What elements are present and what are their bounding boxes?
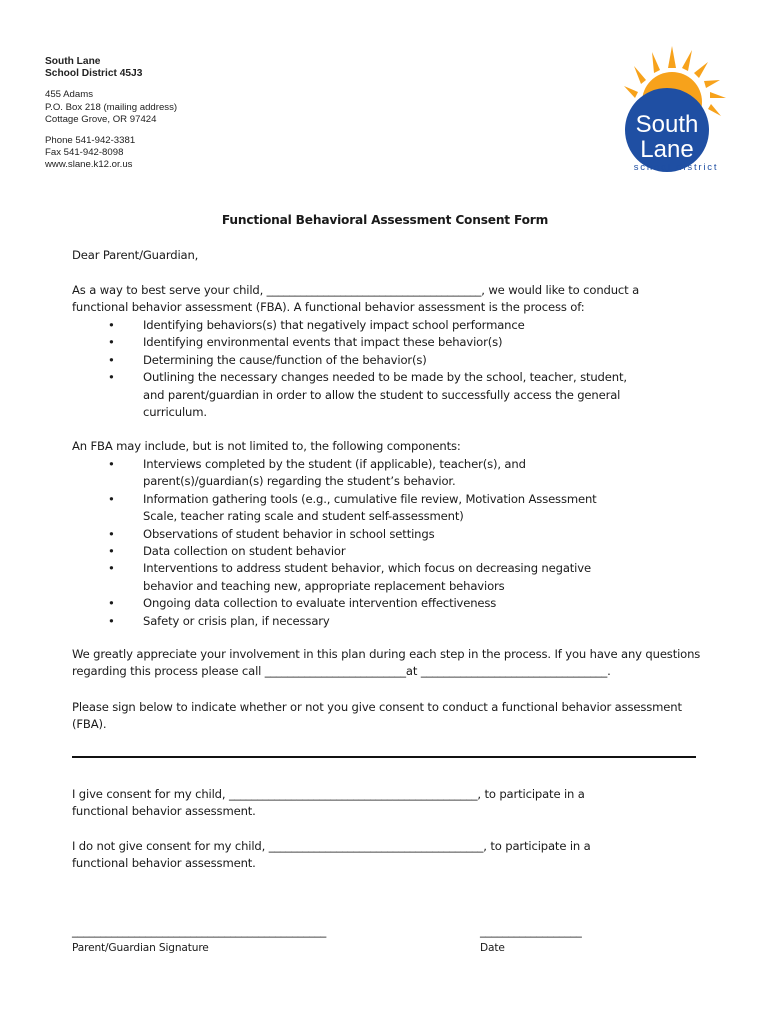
- intro-paragraph: [72, 282, 712, 317]
- component-bullet-item: [72, 595, 597, 612]
- component-bullet-item: [72, 456, 597, 491]
- bullet-icon: •: [108, 491, 115, 506]
- district-logo: [600, 40, 735, 180]
- intro-line2: functional behavior assessment (FBA). A functional behavior assessment is the process of:: [72, 300, 585, 315]
- date-field[interactable]: [480, 923, 582, 958]
- bullet-text-line: Scale, teacher rating scale and student self-assessment): [143, 509, 464, 524]
- bullet-icon: •: [108, 613, 115, 628]
- bullet-text-line: Information gathering tools (e.g., cumulative file review, Motivation Assessment: [143, 491, 597, 506]
- signature-blank[interactable]: _____________________________________________: [72, 924, 327, 938]
- process-bullet-item: [72, 317, 627, 334]
- logo-word-lane: Lane: [640, 136, 694, 163]
- signature-field[interactable]: [72, 923, 326, 958]
- bullet-icon: •: [108, 352, 115, 367]
- component-bullet-item: [72, 560, 597, 595]
- bullet-icon: •: [108, 335, 115, 350]
- consent-denied-statement[interactable]: [72, 838, 712, 873]
- bullet-text-line: Interviews completed by the student (if applicable), teacher(s), and: [143, 457, 526, 471]
- bullet-text-line: curriculum.: [143, 405, 207, 420]
- consent-denied-line2: functional behavior assessment.: [72, 856, 256, 871]
- bullet-icon: •: [108, 544, 115, 559]
- bullet-text-line: parent(s)/guardian(s) regarding the student’s behavior.: [143, 474, 456, 489]
- org-name-line1: South Lane: [45, 56, 101, 67]
- sign-instruction-paragraph: [72, 699, 712, 734]
- bullet-text-line: Identifying behaviors(s) that negatively impact school performance: [143, 318, 525, 332]
- section-divider: [72, 756, 696, 758]
- address-line3: Cottage Grove, OR 97424: [45, 113, 157, 125]
- bullet-text-line: Outlining the necessary changes needed to be made by the school, teacher, student,: [143, 370, 627, 385]
- component-bullet-item: [72, 543, 597, 560]
- fax-number: Fax 541-942-8098: [45, 147, 124, 159]
- intro-line1: As a way to best serve your child, ______________________________________, we would like to conduct a: [72, 283, 640, 297]
- bullet-icon: •: [108, 596, 115, 611]
- date-label: Date: [480, 942, 505, 955]
- letterhead: [45, 56, 177, 172]
- bullet-text-line: Observations of student behavior in school settings: [143, 526, 435, 541]
- bullet-text-line: and parent/guardian in order to allow the student to successfully access the general: [143, 387, 621, 402]
- bullet-icon: •: [108, 561, 115, 576]
- appreciation-line1: We greatly appreciate your involvement in this plan during each step in the process. If you have any questions: [72, 647, 701, 661]
- phone-number: Phone 541-942-3381: [45, 135, 136, 147]
- address-line2: P.O. Box 218 (mailing address): [45, 101, 178, 113]
- address-line1: 455 Adams: [45, 89, 94, 101]
- bullet-text-line: Identifying environmental events that impact these behavior(s): [143, 335, 503, 350]
- signature-label: Parent/Guardian Signature: [72, 942, 209, 955]
- consent-denied-line1: I do not give consent for my child, ______________________________________, to participate in a: [72, 839, 591, 853]
- website: www.slane.k12.or.us: [45, 159, 133, 171]
- sign-instruction-line1: Please sign below to indicate whether or not you give consent to conduct a functional behavior assessment: [72, 700, 682, 714]
- process-bullet-item: [72, 352, 627, 369]
- component-bullet-item: [72, 613, 597, 630]
- appreciation-paragraph: [72, 646, 712, 681]
- bullet-text-line: Safety or crisis plan, if necessary: [143, 613, 330, 628]
- sign-instruction-line2: (FBA).: [72, 717, 107, 732]
- logo-tagline: school district: [633, 162, 719, 173]
- appreciation-line2: regarding this process please call _________________________at _________________________________.: [72, 664, 611, 679]
- logo-word-south: South: [635, 111, 699, 138]
- bullet-icon: •: [108, 318, 115, 332]
- bullet-icon: •: [108, 526, 115, 541]
- bullet-text-line: Ongoing data collection to evaluate intervention effectiveness: [143, 596, 497, 611]
- form-title: Functional Behavioral Assessment Consent Form: [221, 213, 549, 227]
- consent-given-statement[interactable]: [72, 786, 712, 821]
- bullet-text-line: behavior and teaching new, appropriate replacement behaviors: [143, 578, 505, 593]
- bullet-icon: •: [108, 457, 115, 471]
- component-bullet-item: [72, 526, 597, 543]
- process-bullet-item: [72, 369, 627, 421]
- component-bullet-list: [72, 456, 597, 630]
- process-bullet-item: [72, 334, 627, 351]
- bullet-text-line: Determining the cause/function of the behavior(s): [143, 352, 427, 367]
- consent-given-line2: functional behavior assessment.: [72, 804, 256, 819]
- bullet-text-line: Interventions to address student behavior, which focus on decreasing negative: [143, 561, 591, 576]
- org-name-line2: School District 45J3: [45, 68, 143, 80]
- components-intro: An FBA may include, but is not limited to, the following components:: [72, 439, 461, 453]
- process-bullet-list: [72, 317, 627, 421]
- date-blank[interactable]: __________________: [480, 924, 582, 938]
- bullet-text-line: Data collection on student behavior: [143, 544, 346, 559]
- consent-given-line1: I give consent for my child, ____________________________________________, to participate in a: [72, 787, 585, 801]
- component-bullet-item: [72, 491, 597, 526]
- bullet-icon: •: [108, 370, 115, 385]
- salutation: Dear Parent/Guardian,: [72, 248, 199, 262]
